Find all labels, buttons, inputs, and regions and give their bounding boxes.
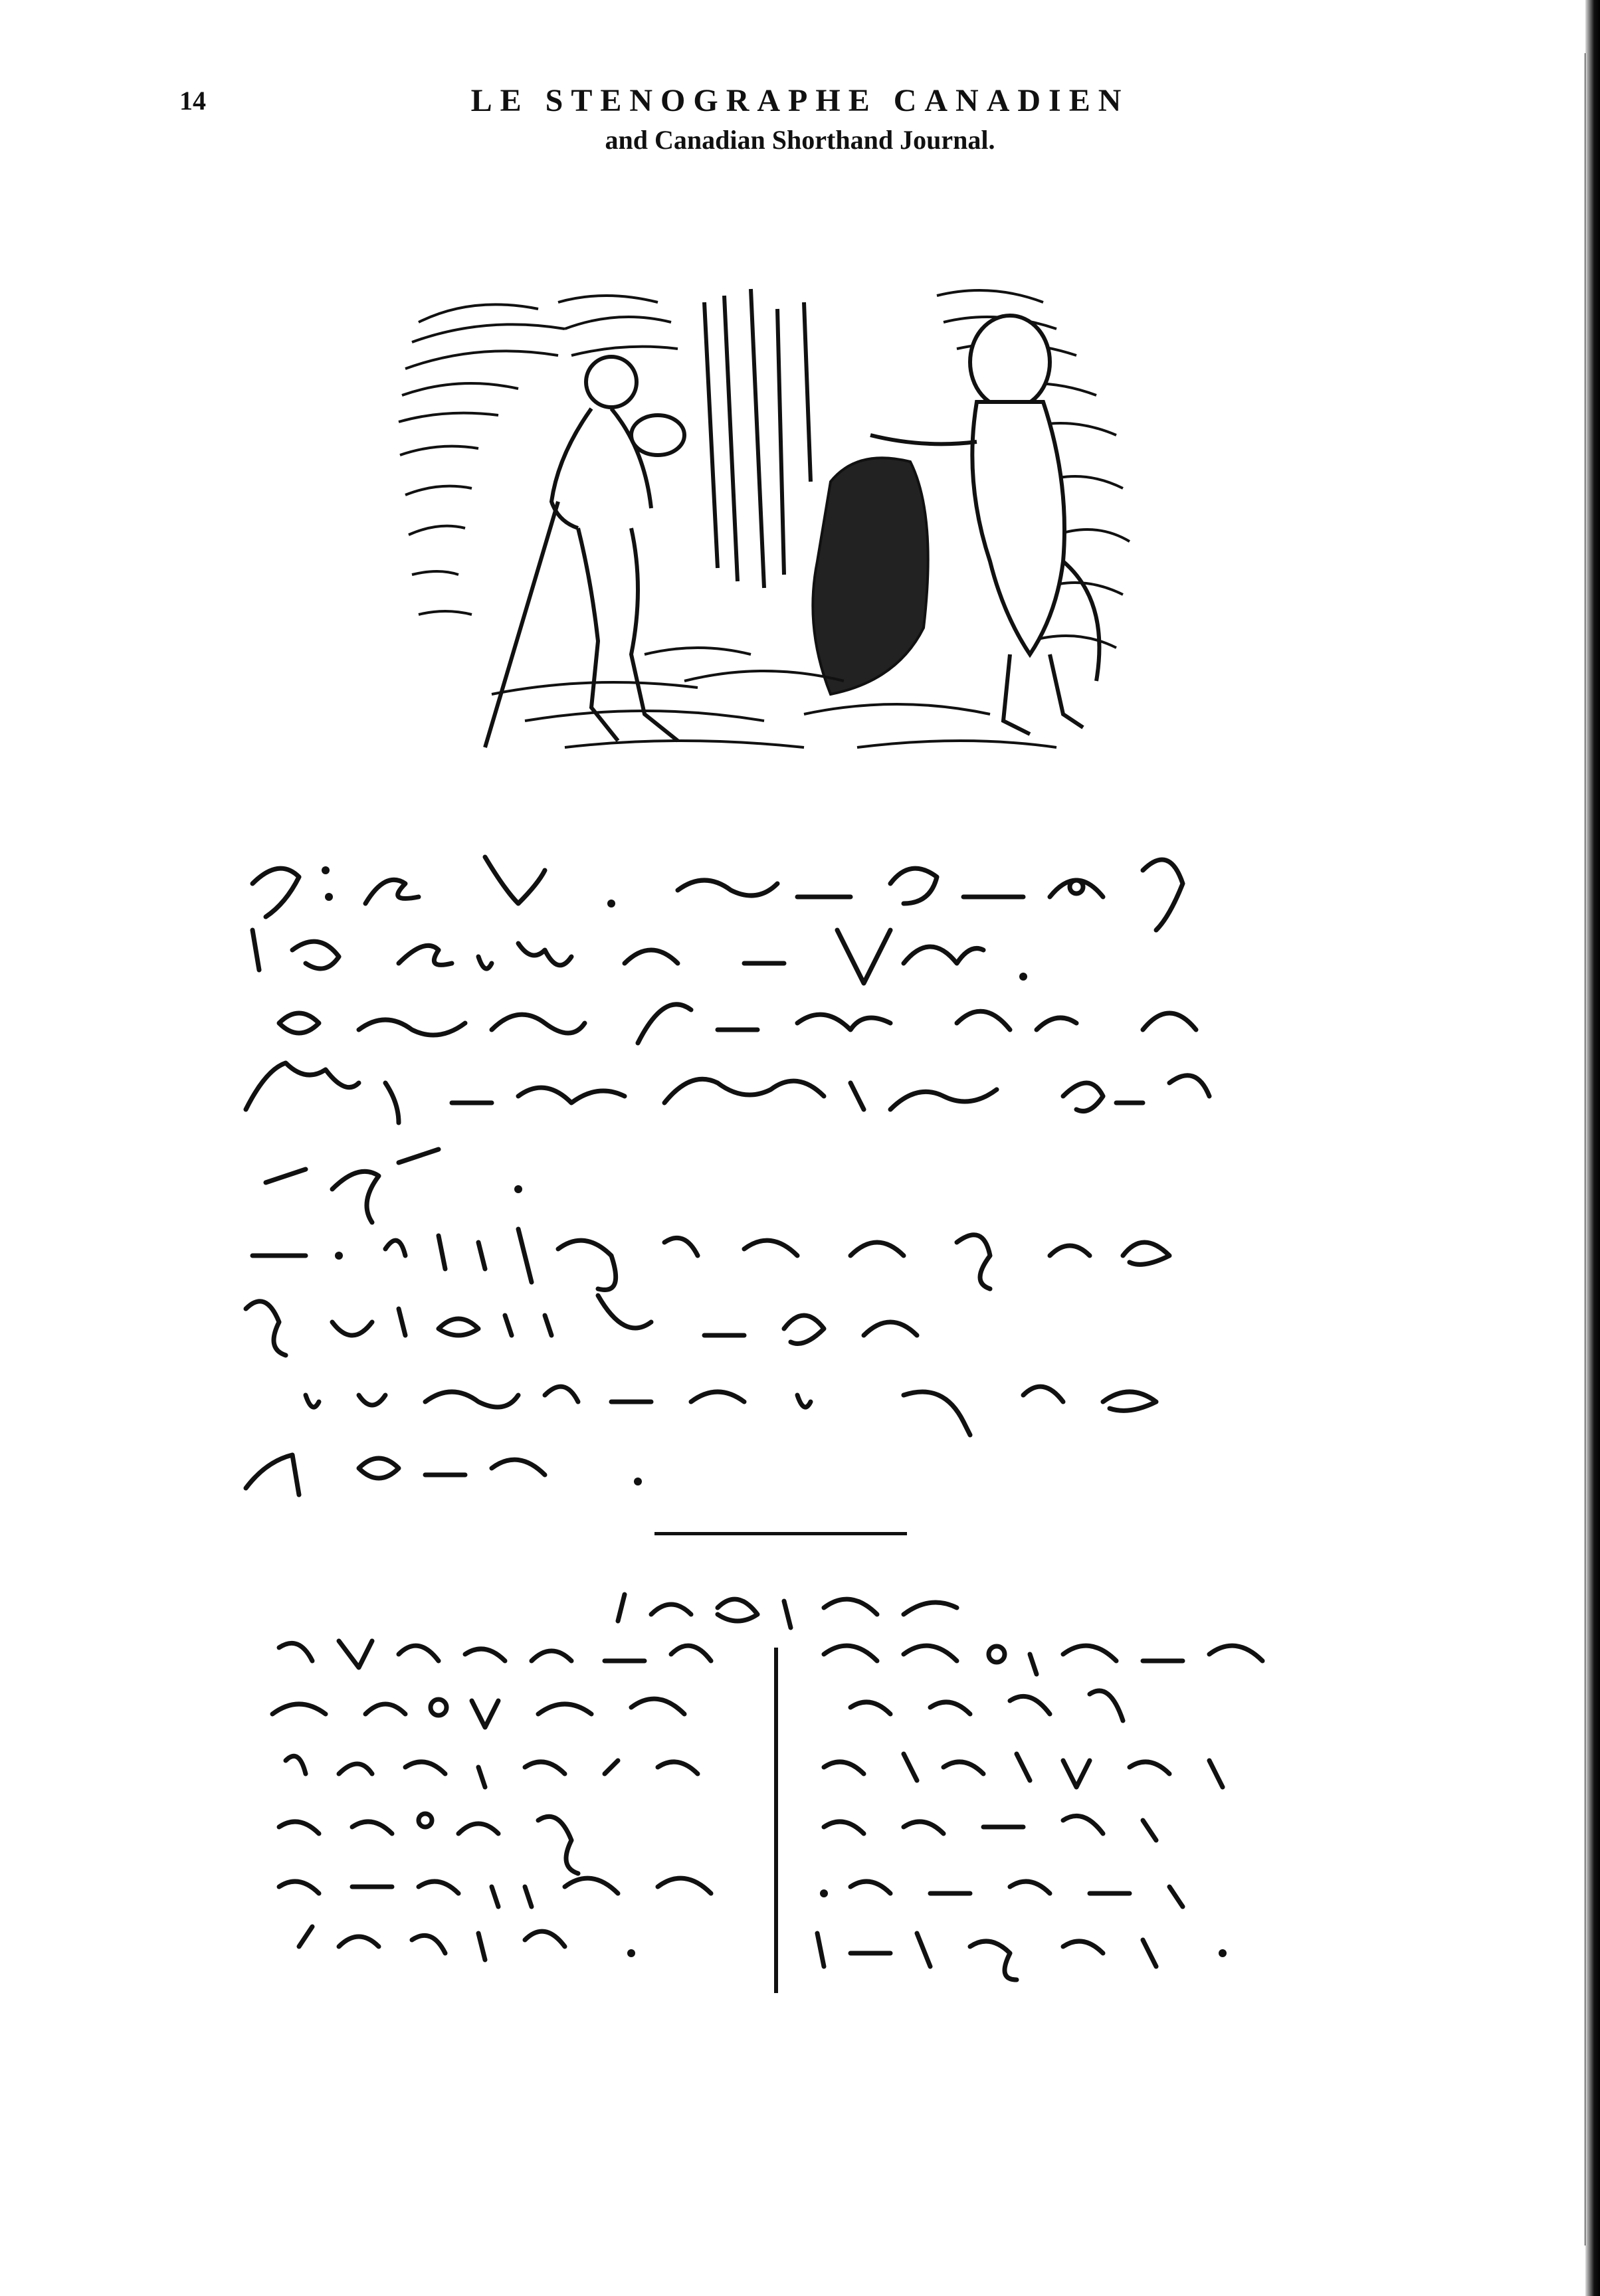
shorthand-left-column <box>259 1621 764 2020</box>
shorthand-line <box>246 1295 917 1355</box>
section-divider-rule <box>654 1532 907 1535</box>
shorthand-main-passage <box>226 830 1302 1508</box>
column-divider <box>774 1648 778 1993</box>
shorthand-line <box>266 1149 522 1222</box>
shorthand-line <box>246 1455 642 1495</box>
engraving-man-with-cane-and-dog-icon <box>392 282 1150 787</box>
shorthand-right-column <box>797 1621 1329 2020</box>
scan-edge-shadow <box>1585 0 1600 2296</box>
shorthand-line <box>252 1229 1169 1290</box>
journal-subtitle: and Canadian Shorthand Journal. <box>605 125 995 155</box>
page-number: 14 <box>179 86 206 116</box>
shorthand-line <box>279 1004 1196 1043</box>
shorthand-line <box>252 930 1027 983</box>
masthead <box>0 82 1600 155</box>
shorthand-line <box>246 1063 1209 1123</box>
journal-title: LE STENOGRAPHE CANADIEN <box>470 83 1130 118</box>
shorthand-line <box>306 1387 1156 1435</box>
shorthand-line <box>252 857 1183 930</box>
